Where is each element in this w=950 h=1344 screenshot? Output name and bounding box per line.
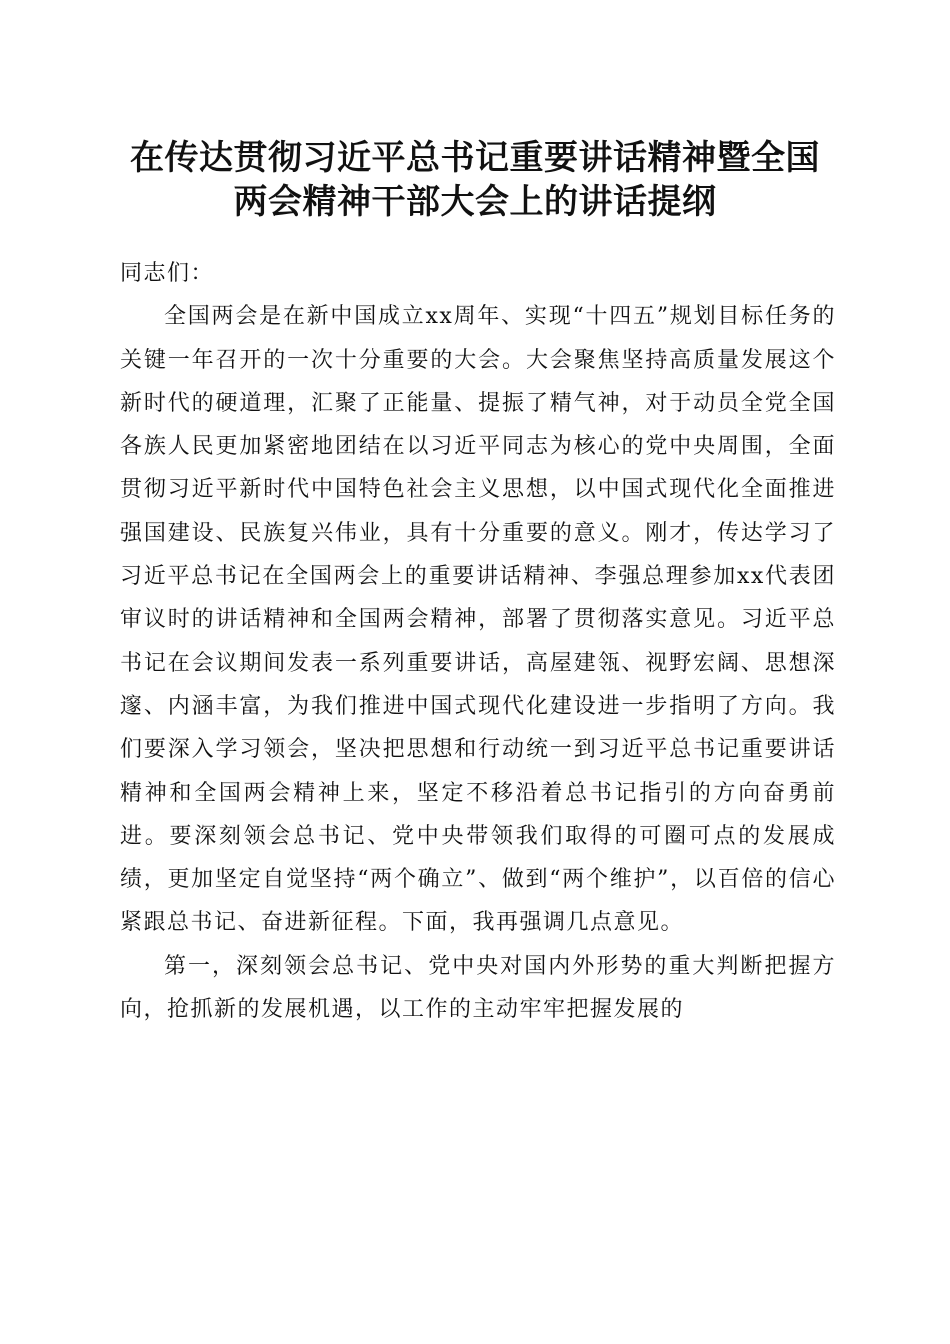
paragraph-1: 全国两会是在新中国成立xx周年、实现“十四五”规划目标任务的关键一年召开的一次十分重要的大会。大会聚焦坚持高质量发展这个新时代的硬道理，汇聚了正能量、提振了精气神，对于动员全党全国各族人民更加紧密地团结在以习近平同志为核心的党中央周围，全面贯彻习近平新时代中国特色社会主义思想，以中国式现代化全面推进强国建设、民族复兴伟业，具有十分重要的意义。刚才，传达学习了习近平总书记在全国两会上的重要讲话精神、李强总理参加xx代表团审议时的讲话精神和全国两会精神，部署了贯彻落实意见。习近平总书记在会议期间发表一系列重要讲话，高屋建瓴、视野宏阔、思想深邃、内涵丰富，为我们推进中国式现代化建设进一步指明了方向。我们要深入学习领会，坚决把思想和行动统一到习近平总书记重要讲话精神和全国两会精神上来，坚定不移沿着总书记指引的方向奋勇前进。要深刻领会总书记、党中央带领我们取得的可圈可点的发展成绩，更加坚定自觉坚持“两个确立”、做到“两个维护”，以百倍的信心紧跟总书记、奋进新征程。下面，我再强调几点意见。 [120,304,836,936]
title-line-2: 两会精神干部大会上的讲话提纲 [233,182,717,222]
document-body [120,252,836,1031]
greeting: 同志们： [120,261,215,286]
document-title [110,136,840,224]
title-line-1: 在传达贯彻习近平总书记重要讲话精神暨全国 [130,138,820,178]
paragraph-2: 第一，深刻领会总书记、党中央对国内外形势的重大判断把握方向，抢抓新的发展机遇，以工作的主动牢牢把握发展的 [120,953,836,1023]
